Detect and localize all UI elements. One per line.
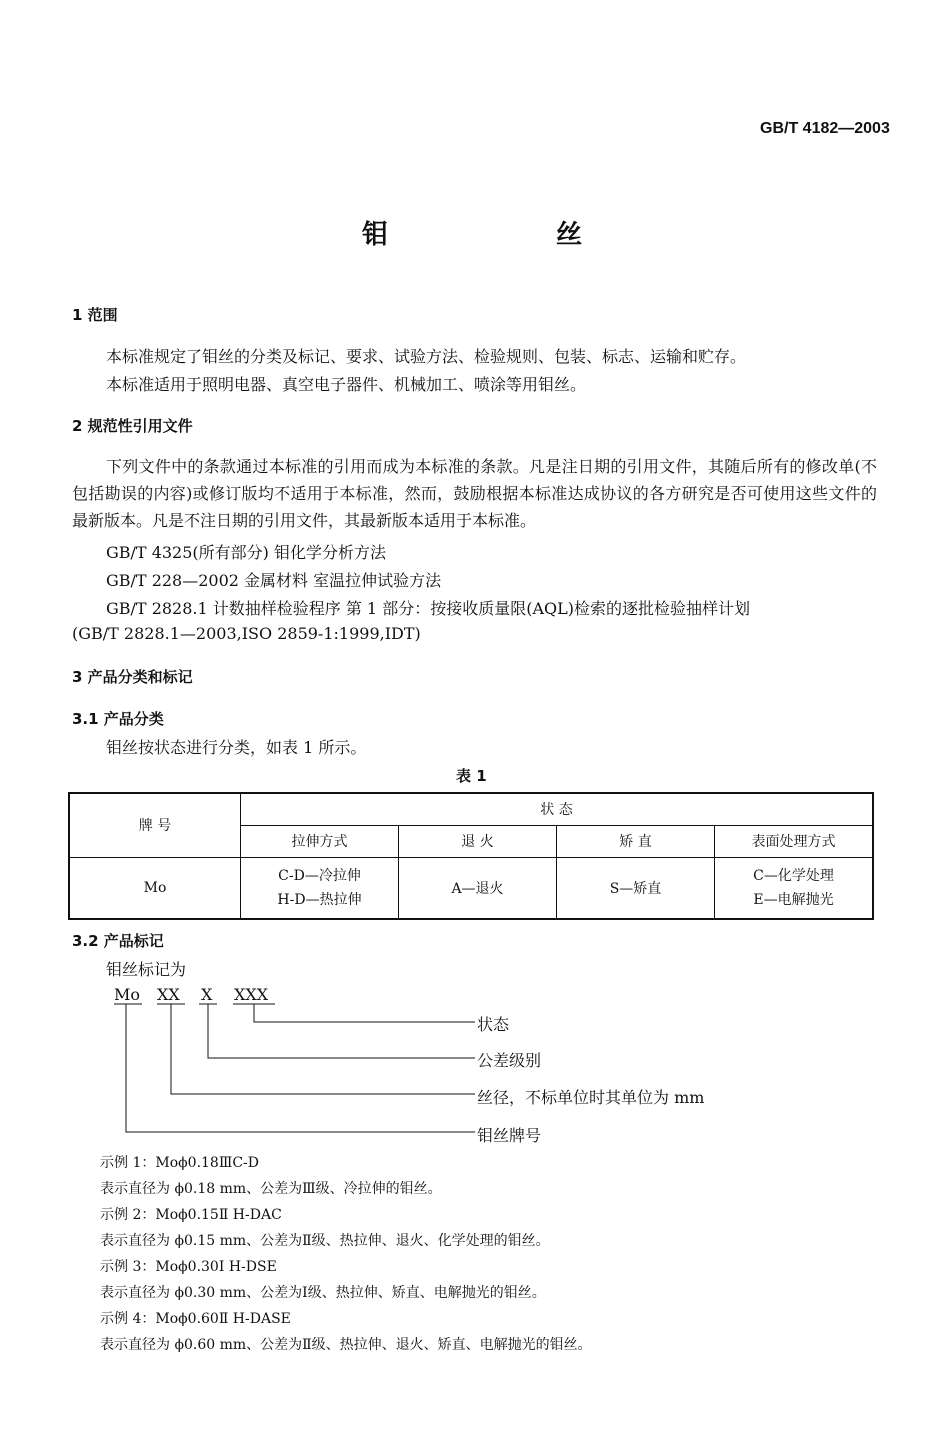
cell-surface-line-1: C—化学处理 [753,867,834,884]
title-char-right: 丝 [556,220,583,250]
example-4-code: 示例 4：Moϕ0.60Ⅱ H-DASE [100,1311,291,1327]
section-2-para: 下列文件中的条款通过本标准的引用而成为本标准的条款。凡是注日期的引用文件，其随后所有的修改单(不包括勘误的内容)或修订版均不适用于本标准，然而，鼓励根据本标准达成协议的各方研究是否可使用这些文件的最新版本。凡是不注日期的引用文件，其最新版本适用于本标准。 [72,457,877,530]
section-3-1-text: 钼丝按状态进行分类，如表 1 所示。 [106,738,367,757]
marking-label-brand: 钼丝牌号 [477,1126,542,1145]
marking-label-diameter: 丝径，不标单位时其单位为 mm [477,1088,705,1107]
marking-label-state: 状态 [477,1015,510,1034]
marking-label-tolerance: 公差级别 [477,1051,542,1070]
example-4-desc: 表示直径为 ϕ0.60 mm、公差为Ⅱ级、热拉伸、退火、矫直、电解抛光的钼丝。 [100,1337,592,1353]
example-3-desc: 表示直径为 ϕ0.30 mm、公差为Ⅰ级、热拉伸、矫直、电解抛光的钼丝。 [100,1285,546,1301]
reference-3-cont: (GB/T 2828.1—2003,ISO 2859-1:1999,IDT) [72,624,421,643]
subheader-stretch: 拉伸方式 [241,825,399,857]
marking-code-xx: XX [157,985,180,1004]
header-state: 状 态 [241,793,874,825]
header-brand: 牌 号 [69,793,241,857]
standard-number: GB/T 4182—2003 [760,120,890,137]
table-caption: 表 1 [456,767,487,785]
example-1-code: 示例 1：Moϕ0.18ⅢC-D [100,1155,260,1171]
example-2-desc: 表示直径为 ϕ0.15 mm、公差为Ⅱ级、热拉伸、退火、化学处理的钼丝。 [100,1233,550,1249]
reference-1: GB/T 4325(所有部分) 钼化学分析方法 [106,543,386,562]
marking-code-xxx: XXX [234,985,269,1004]
subheader-anneal: 退 火 [399,825,557,857]
cell-anneal: A—退火 [399,857,557,919]
section-3-heading: 3 产品分类和标记 [72,668,193,686]
cell-straighten: S—矫直 [557,857,715,919]
table-1 [68,792,874,920]
cell-stretch [241,857,399,919]
example-1-desc: 表示直径为 ϕ0.18 mm、公差为Ⅲ级、冷拉伸的钼丝。 [100,1181,442,1197]
title-char-left: 钼 [362,220,389,250]
example-2-code: 示例 2：Moϕ0.15Ⅱ H-DAC [100,1207,282,1223]
section-1-para-2: 本标准适用于照明电器、真空电子器件、机械加工、喷涂等用钼丝。 [106,375,587,394]
section-3-2-heading: 3.2 产品标记 [72,932,164,950]
marking-code-x: X [201,985,213,1004]
subheader-surface: 表面处理方式 [715,825,874,857]
cell-surface [715,857,874,919]
cell-stretch-line-2: H-D—热拉伸 [277,891,362,908]
reference-3: GB/T 2828.1 计数抽样检验程序 第 1 部分：按接收质量限(AQL)检索的逐批检验抽样计划 [106,599,750,618]
section-1-para-1: 本标准规定了钼丝的分类及标记、要求、试验方法、检验规则、包装、标志、运输和贮存。 [106,347,747,366]
section-3-1-heading: 3.1 产品分类 [72,710,164,728]
cell-stretch-line-1: C-D—冷拉伸 [278,867,361,884]
section-1-heading: 1 范围 [72,306,118,324]
example-3-code: 示例 3：Moϕ0.30Ⅰ H-DSE [100,1259,277,1275]
section-3-2-text: 钼丝标记为 [106,960,187,979]
cell-brand: Mo [69,857,241,919]
section-2-heading: 2 规范性引用文件 [72,417,193,435]
reference-2: GB/T 228—2002 金属材料 室温拉伸试验方法 [106,571,442,590]
marking-code-mo: Mo [114,985,141,1004]
subheader-straighten: 矫 直 [557,825,715,857]
cell-surface-line-2: E—电解抛光 [753,891,834,908]
marking-diagram [100,980,500,1150]
